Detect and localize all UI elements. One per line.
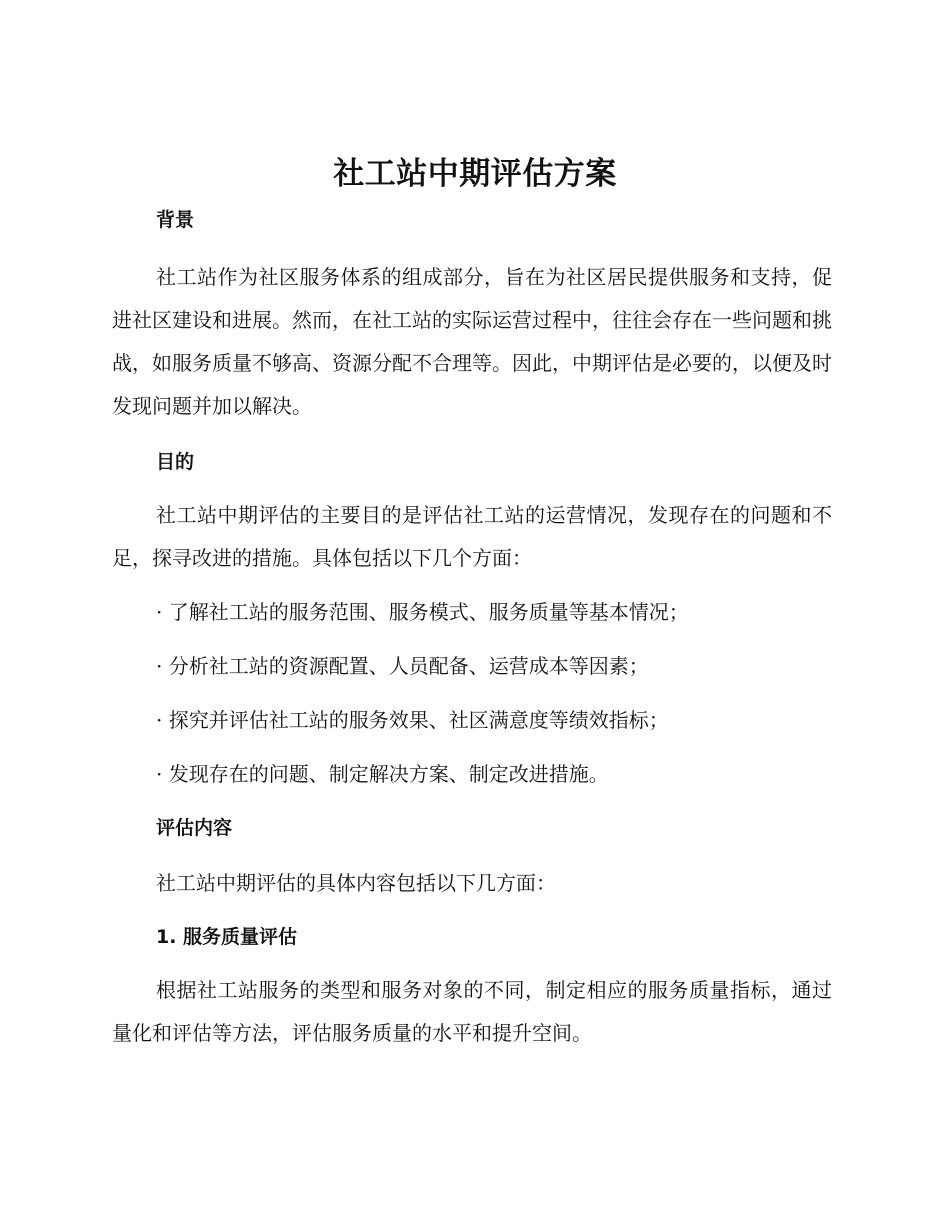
content-item1-paragraph: 根据社工站服务的类型和服务对象的不同，制定相应的服务质量指标，通过量化和评估等方法，评估服务质量的水平和提升空间。	[112, 978, 832, 1045]
document-body	[112, 200, 832, 1055]
purpose-bullet-2: · 分析社工站的资源配置、人员配备、运营成本等因素；	[156, 654, 649, 678]
purpose-bullet-4: · 发现存在的问题、制定解决方案、制定改进措施。	[156, 762, 609, 786]
purpose-paragraph: 社工站中期评估的主要目的是评估社工站的运营情况，发现存在的问题和不足，探寻改进的措施。具体包括以下几个方面：	[112, 503, 832, 570]
content-intro: 社工站中期评估的具体内容包括以下几方面：	[156, 871, 556, 895]
document-title: 社工站中期评估方案	[333, 156, 617, 192]
purpose-bullet-1: · 了解社工站的服务范围、服务模式、服务质量等基本情况；	[156, 600, 689, 624]
section-heading-background: 背景	[156, 209, 195, 231]
section-heading-purpose: 目的	[156, 451, 195, 473]
purpose-bullet-3: · 探究并评估社工站的服务效果、社区满意度等绩效指标；	[156, 708, 669, 732]
content-item1-heading: 1. 服务质量评估	[156, 926, 298, 948]
background-paragraph: 社工站作为社区服务体系的组成部分，旨在为社区居民提供服务和支持，促进社区建设和进展。然而，在社工站的实际运营过程中，往往会存在一些问题和挑战，如服务质量不够高、资源分配不合理等。因此，中期评估是必要的，以便及时发现问题并加以解决。	[112, 265, 832, 418]
section-heading-content: 评估内容	[156, 817, 233, 839]
